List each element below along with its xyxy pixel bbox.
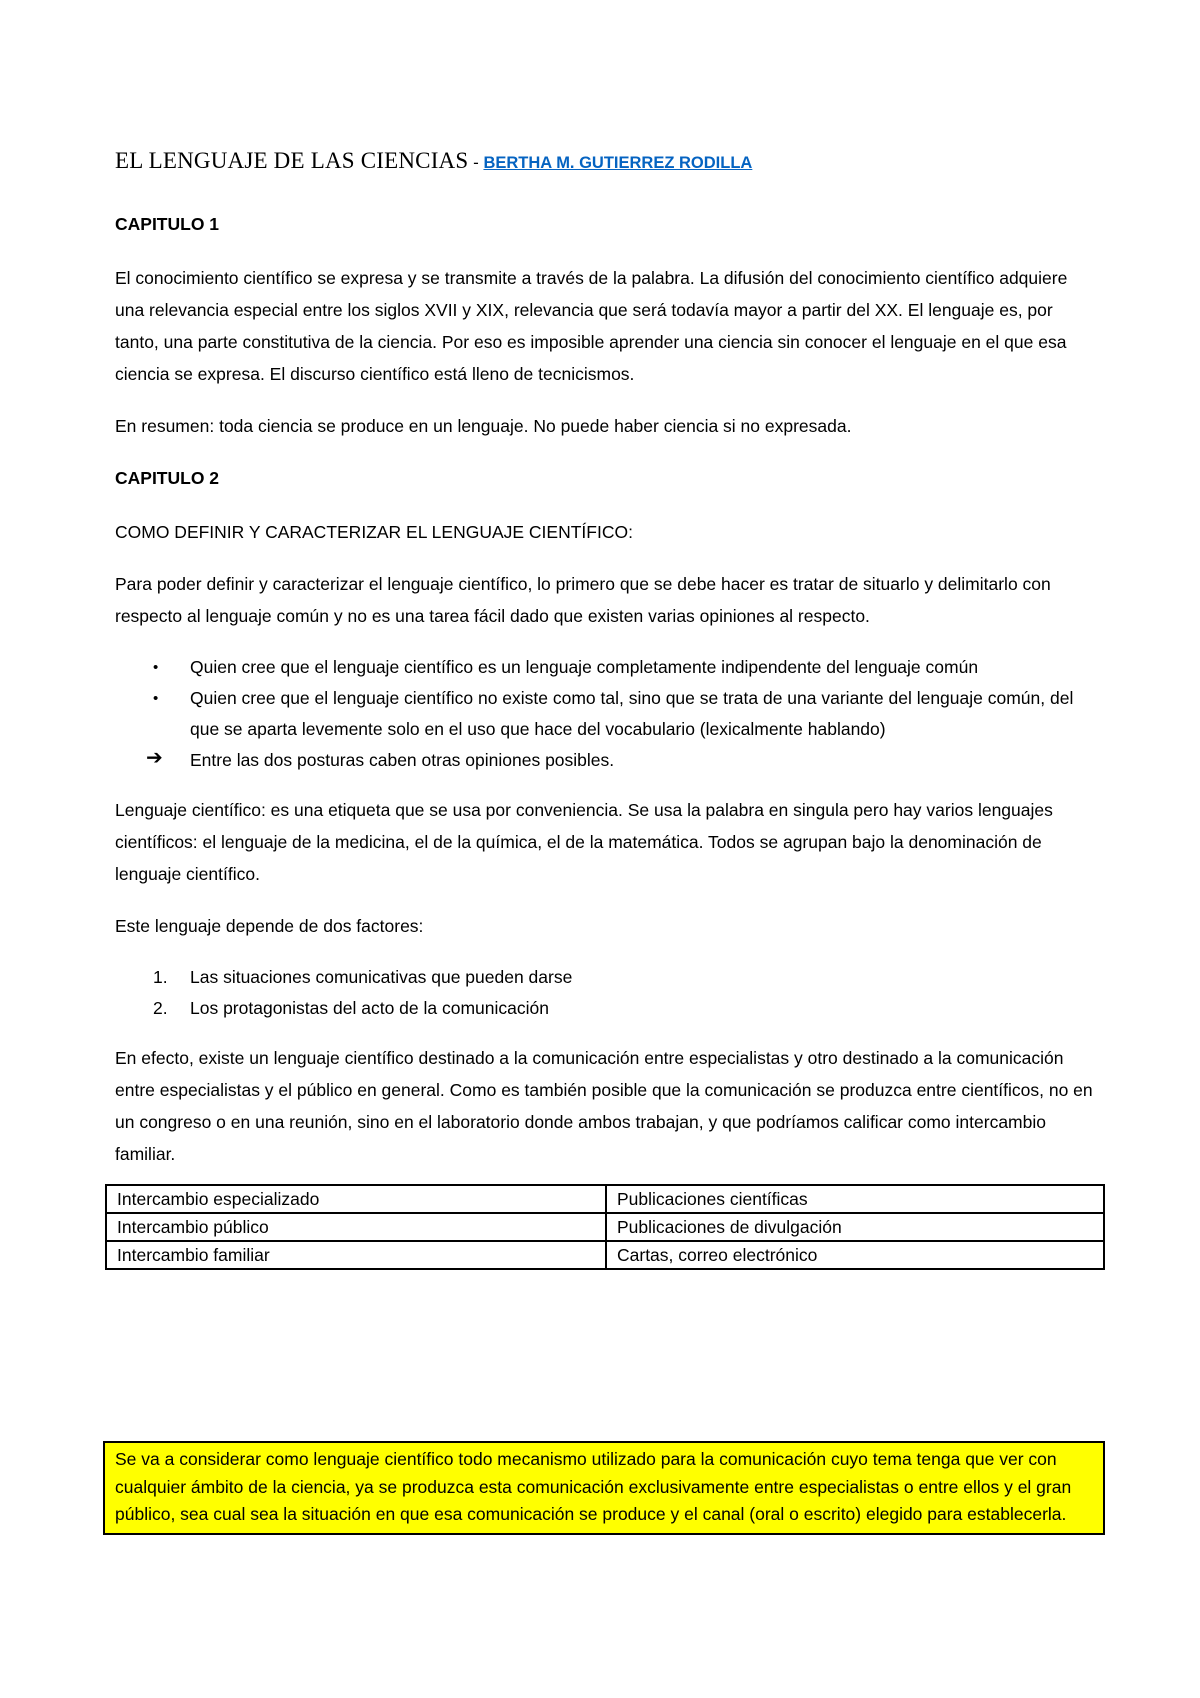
bullet-icon: • (153, 659, 159, 676)
chapter-1-heading: CAPITULO 1 (115, 214, 220, 234)
table-cell: Cartas, correo electrónico (606, 1241, 1104, 1269)
table-row (106, 1185, 1104, 1213)
table-cell: Publicaciones científicas (606, 1185, 1104, 1213)
chapter-2-intro: Para poder definir y caracterizar el lenguaje científico, lo primero que se debe hacer es tratar de situarlo y delimitarlo con respecto al lenguaje común y no es una tarea fácil dado que existen varias opiniones al respecto. (115, 574, 1051, 626)
list-item-text: Entre las dos posturas caben otras opiniones posibles. (190, 750, 615, 770)
chapter-2-heading: CAPITULO 2 (115, 468, 220, 488)
list-item (115, 993, 1097, 1024)
exchange-table (105, 1184, 1105, 1270)
chapter-2-subheading: COMO DEFINIR Y CARACTERIZAR EL LENGUAJE CIENTÍFICO: (115, 522, 633, 542)
list-item (115, 745, 1097, 776)
arrow-icon: ➔ (146, 747, 163, 769)
title-separator: - (468, 153, 484, 172)
table-cell: Publicaciones de divulgación (606, 1213, 1104, 1241)
highlighted-definition-box: Se va a considerar como lenguaje científico todo mecanismo utilizado para la comunicación cuyo tema tenga que ver con cualquier ámbito de la ciencia, ya se produzca esta comunicación exclusivamente entre especialistas o entre ellos y el gran público, sea cual sea la situación en que esa comunicación se produce y el canal (oral o escrito) elegido para establecerla. (103, 1441, 1105, 1535)
table-cell: Intercambio público (106, 1213, 606, 1241)
table-cell: Intercambio especializado (106, 1185, 606, 1213)
list-item (115, 652, 1097, 683)
document-title (115, 146, 1097, 178)
factors-list (115, 962, 1097, 1024)
definition-paragraph: Lenguaje científico: es una etiqueta que se usa por conveniencia. Se usa la palabra en singula pero hay varios lenguajes científicos: el lenguaje de la medicina, el de la química, el de la matemática. Todos se agrupan bajo la denominación de lenguaje científico. (115, 800, 1053, 884)
list-item-text: Los protagonistas del acto de la comunicación (190, 998, 549, 1018)
table-cell: Intercambio familiar (106, 1241, 606, 1269)
table-row (106, 1213, 1104, 1241)
list-number: 2. (153, 998, 168, 1018)
list-number: 1. (153, 967, 168, 987)
document-body (115, 146, 1097, 1270)
title-text: EL LENGUAJE DE LAS CIENCIAS (115, 148, 469, 173)
bullet-icon: • (153, 690, 159, 707)
factors-intro: Este lenguaje depende de dos factores: (115, 916, 424, 936)
list-item-text: Quien cree que el lenguaje científico es un lenguaje completamente indipendente del lenguaje común (190, 657, 979, 677)
effect-paragraph: En efecto, existe un lenguaje científico destinado a la comunicación entre especialistas y otro destinado a la comunicación entre especialistas y el público en general. Como es también posible que la comunicación se produzca entre científicos, no en un congreso o en una reunión, sino en el laboratorio donde ambos trabajan, y que podríamos calificar como intercambio familiar. (115, 1048, 1093, 1164)
chapter-1-paragraph: El conocimiento científico se expresa y se transmite a través de la palabra. La difusión del conocimiento científico adquiere una relevancia especial entre los siglos XVII y XIX, relevancia que será todavía mayor a partir del XX. El lenguaje es, por tanto, una parte constitutiva de la ciencia. Por eso es imposible aprender una ciencia sin conocer el lenguaje en el que esa ciencia se expresa. El discurso científico está lleno de tecnicismos. (115, 268, 1068, 384)
list-item-text: Quien cree que el lenguaje científico no existe como tal, sino que se trata de una variante del lenguaje común, del que se aparta levemente solo en el uso que hace del vocabulario (lexicalmente hablando) (190, 688, 1074, 739)
author-link[interactable]: BERTHA M. GUTIERREZ RODILLA (483, 154, 753, 172)
list-item (115, 683, 1097, 745)
list-item (115, 962, 1097, 993)
table-row (106, 1241, 1104, 1269)
opinions-list (115, 652, 1097, 776)
list-item-text: Las situaciones comunicativas que pueden darse (190, 967, 573, 987)
chapter-1-summary: En resumen: toda ciencia se produce en un lenguaje. No puede haber ciencia si no expresada. (115, 416, 852, 436)
